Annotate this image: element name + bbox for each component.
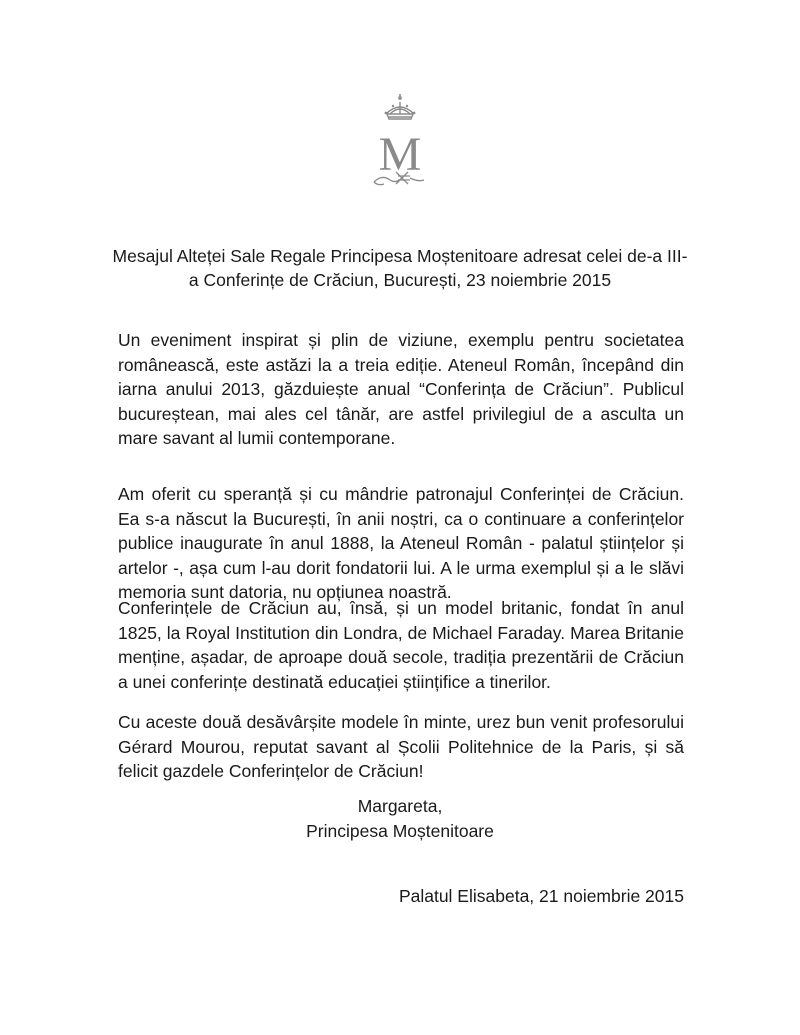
paragraph-1: Un eveniment inspirat și plin de viziune, exemplu pentru societatea românească, este astăzi la a treia ediție. Ateneul Român, începând din iarna anului 2013, găzduiește anual “Conferința de Crăciun”. Publicul bucureștean, mai ales cel tânăr, are astfel privilegiul de a asculta un mare savant al lumii contemporane. [118, 330, 684, 448]
svg-text:M: M [378, 128, 422, 181]
place-date: Palatul Elisabeta, 21 noiembrie 2015 [398, 886, 684, 906]
paragraph-2: Am oferit cu speranță și cu mândrie patronajul Conferinței de Crăciun. Ea s-a născut la București, în anii noștri, ca o continuare a conferințelor publice inaugurate în anul 1888, la Ateneul Român - palatul științelor și artelor -, așa cum l-au dorit fondatorii lui. A le urma exemplul și a le slăvi memoria sunt datoria, nu opțiunea noastră. [118, 484, 684, 602]
signature-name: Margareta, [357, 796, 443, 816]
paragraph-3: Conferințele de Crăciun au, însă, și un model britanic, fondat în anul 1825, la Royal Institution din Londra, de Michael Faraday. Marea Britanie menține, așadar, de aproape două secole, tradiția prezentării de Crăciun a unei conferințe destinată educației științifice a tinerilor. [118, 598, 684, 692]
royal-crown-monogram-icon [360, 92, 440, 192]
document-title: Mesajul Alteței Sale Regale Principesa Moștenitoare adresat celei de-a III-a Conferințe de Crăciun, București, 23 noiembrie 2015 [112, 246, 688, 290]
paragraph-4: Cu aceste două desăvârșite modele în minte, urez bun venit profesorului Gérard Mourou, reputat savant al Școlii Politehnice de la Paris, și să felicit gazdele Conferințelor de Crăciun! [118, 712, 684, 781]
signature-block [250, 794, 550, 844]
signature-role: Principesa Moștenitoare [306, 821, 494, 841]
